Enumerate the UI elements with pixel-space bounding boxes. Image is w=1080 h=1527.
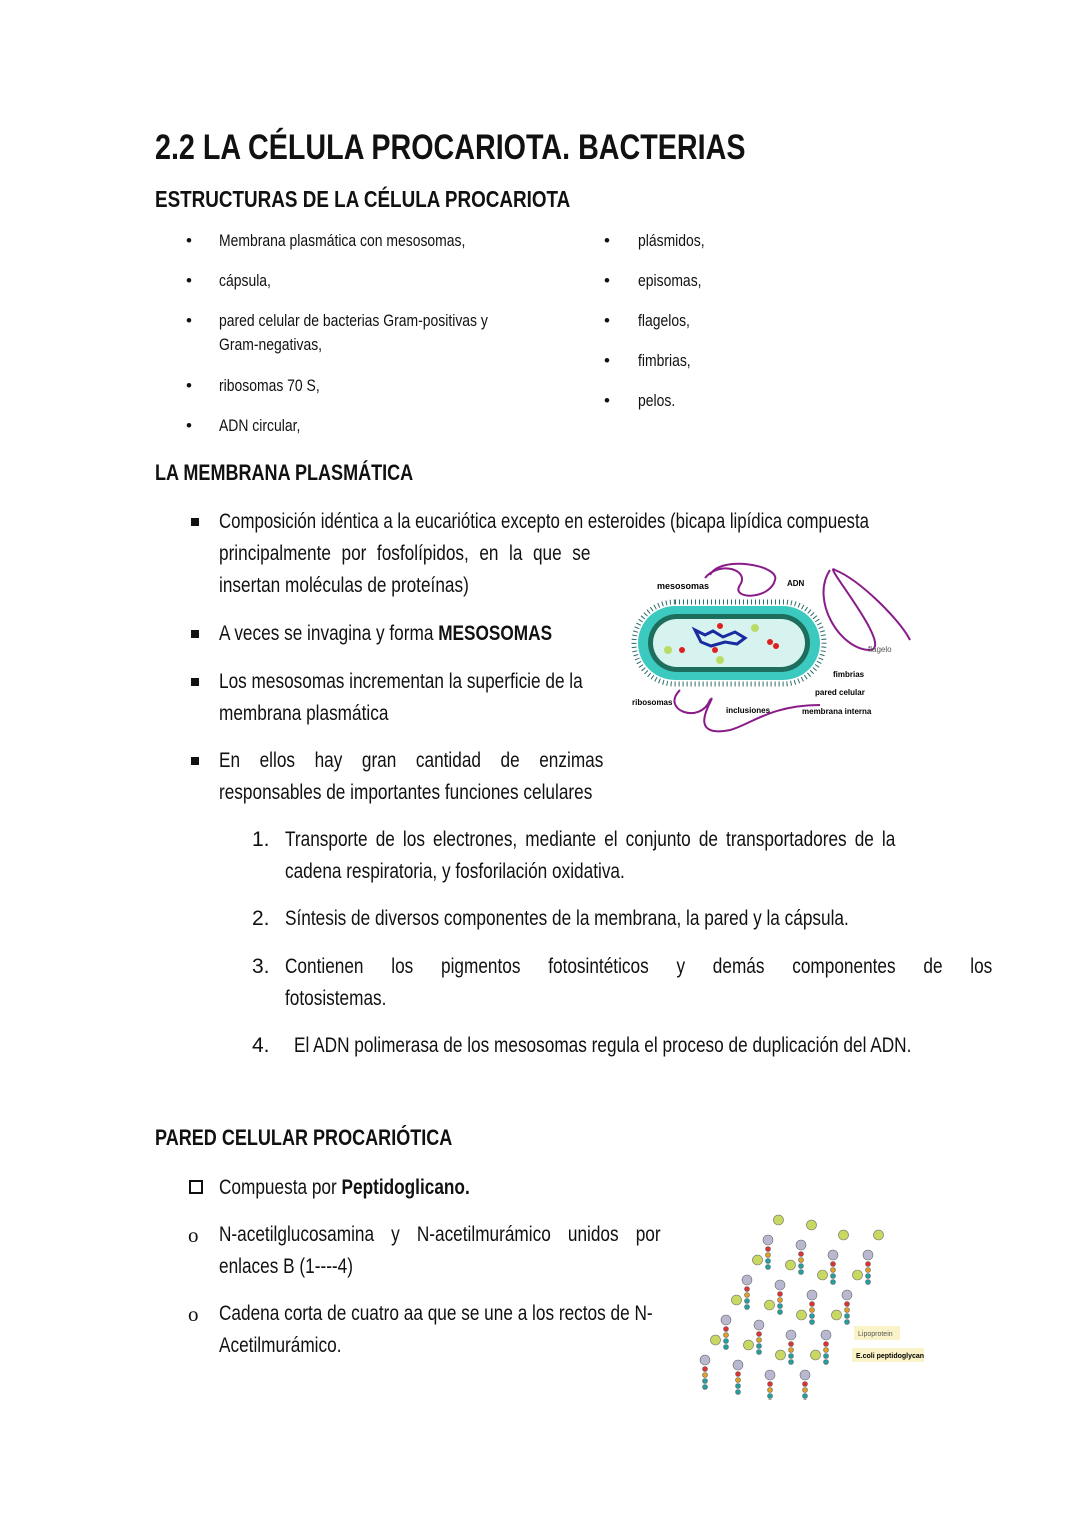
amino-acid	[778, 1298, 783, 1303]
structure-item	[638, 391, 683, 411]
amino-acid	[745, 1293, 750, 1298]
function-number: 4.	[252, 1034, 270, 1057]
nam-sugar	[796, 1240, 806, 1250]
nag-sugar	[753, 1255, 763, 1265]
amino-acid	[789, 1348, 794, 1353]
structure-item-text: pelos.	[638, 391, 676, 410]
amino-acid	[831, 1262, 836, 1267]
bullet-dot: •	[604, 311, 610, 330]
nam-sugar	[742, 1275, 752, 1285]
amino-acid	[866, 1262, 871, 1267]
amino-acid	[810, 1314, 815, 1319]
bullet-dot: •	[186, 376, 192, 395]
function-text: El ADN polimerasa de los mesosomas regula el proceso de duplicación del ADN.	[294, 1034, 912, 1057]
amino-acid	[724, 1333, 729, 1338]
amino-acid	[799, 1270, 804, 1275]
nag-sugar	[807, 1220, 817, 1230]
nag-sugar	[839, 1230, 849, 1240]
nam-sugar	[733, 1360, 743, 1370]
nam-sugar	[700, 1355, 710, 1365]
nam-sugar	[863, 1250, 873, 1260]
membrane-point-surface: Los mesosomas incrementan la superficie de la membrana plasmática	[219, 670, 583, 725]
amino-acid	[845, 1314, 850, 1319]
function-line	[285, 951, 993, 983]
function-item	[294, 1030, 934, 1062]
amino-acid	[810, 1320, 815, 1325]
function-text: cadena respiratoria, y fosforilación oxidativa.	[285, 860, 625, 883]
nag-sugar	[711, 1335, 721, 1345]
bullet-dot: •	[604, 391, 610, 410]
amino-acid	[768, 1382, 773, 1387]
amino-acid	[845, 1308, 850, 1313]
structure-item-text: flagelos,	[638, 311, 690, 330]
bullet-dot: •	[604, 231, 610, 250]
label-flagelo: flagelo	[868, 645, 892, 654]
amino-acid	[745, 1305, 750, 1310]
amino-acid	[799, 1264, 804, 1269]
nam-sugar	[800, 1370, 810, 1380]
label-lipoprotein: Lipoprotein	[858, 1331, 893, 1338]
nam-sugar	[786, 1330, 796, 1340]
structure-item-text: pared celular de bacterias Gram-positivas y	[219, 311, 488, 330]
amino-acid	[810, 1302, 815, 1307]
structure-item-text: ADN circular,	[219, 416, 301, 435]
amino-acid	[736, 1378, 741, 1383]
amino-acid	[745, 1299, 750, 1304]
bullet-dot: •	[604, 351, 610, 370]
amino-acid	[803, 1382, 808, 1387]
structure-item-text: episomas,	[638, 271, 702, 290]
amino-acid	[757, 1344, 762, 1349]
amino-acid	[703, 1367, 708, 1372]
nam-sugar	[765, 1370, 775, 1380]
function-item	[285, 903, 925, 935]
label-ribosomas: ribosomas	[632, 698, 673, 707]
wall-heading: PARED CELULAR PROCARIÓTICA	[155, 1125, 453, 1150]
function-line	[285, 903, 925, 935]
label-membrana-interna: membrana interna	[802, 707, 872, 716]
structure-item-text: plásmidos,	[638, 231, 705, 250]
nag-sugar	[744, 1340, 754, 1350]
amino-acid	[703, 1373, 708, 1378]
amino-acid	[824, 1354, 829, 1359]
nag-sugar	[874, 1230, 884, 1240]
label-mesosomas: mesosomas	[657, 581, 710, 591]
amino-acid	[831, 1268, 836, 1273]
membrane-point-enzymes: En ellos hay gran cantidad de enzimas responsables de importantes funciones celulares	[219, 749, 604, 804]
amino-acid	[724, 1339, 729, 1344]
amino-acid	[757, 1350, 762, 1355]
structure-item-text: ribosomas 70 S,	[219, 376, 320, 395]
structure-item	[638, 311, 701, 331]
square-bullet	[191, 518, 199, 526]
function-line	[294, 1030, 934, 1062]
nam-sugar	[828, 1250, 838, 1260]
amino-acid	[736, 1372, 741, 1377]
amino-acid	[724, 1345, 729, 1350]
nag-sugar	[732, 1295, 742, 1305]
amino-acid	[845, 1302, 850, 1307]
label-inclusiones: inclusiones	[726, 706, 771, 715]
membrane-heading: LA MEMBRANA PLASMÁTICA	[155, 460, 414, 485]
page-title: 2.2 LA CÉLULA PROCARIOTA. BACTERIAS	[155, 128, 746, 167]
amino-acid	[703, 1385, 708, 1390]
nam-sugar	[842, 1290, 852, 1300]
nam-sugar	[763, 1235, 773, 1245]
function-line	[285, 856, 925, 888]
bullet-dot: •	[186, 416, 192, 435]
function-number: 3.	[252, 955, 270, 978]
function-text: Síntesis de diversos componentes de la membrana, la pared y la cápsula.	[285, 907, 849, 930]
amino-acid	[766, 1265, 771, 1270]
amino-acid	[789, 1342, 794, 1347]
amino-acid	[803, 1394, 808, 1399]
flagellum	[705, 564, 775, 596]
bullet-dot: •	[186, 271, 192, 290]
structure-item-text: fimbrias,	[638, 351, 691, 370]
nag-sugar	[765, 1300, 775, 1310]
nag-sugar	[786, 1260, 796, 1270]
nam-sugar	[721, 1315, 731, 1325]
label-pared-celular: pared celular	[815, 688, 865, 697]
nag-sugar	[797, 1310, 807, 1320]
wall-point-nag-nam: N-acetilglucosamina y N-acetilmurámico unidos por enlaces B (1----4)	[219, 1223, 661, 1278]
structure-item-text: Gram-negativas,	[219, 335, 323, 354]
function-item	[285, 824, 925, 888]
peptidoglycan-diagram	[690, 1200, 930, 1400]
amino-acid	[824, 1342, 829, 1347]
amino-acid	[810, 1308, 815, 1313]
structure-item	[219, 271, 282, 291]
square-bullet	[191, 678, 199, 686]
nam-sugar	[775, 1280, 785, 1290]
function-text: Contienen los pigmentos fotosintéticos y demás componentes de los	[285, 955, 993, 978]
function-text: fotosistemas.	[285, 987, 387, 1010]
bacterium-diagram	[620, 560, 920, 740]
o-bullet: o	[188, 1223, 199, 1247]
structure-item	[219, 416, 318, 436]
amino-acid	[766, 1247, 771, 1252]
flagellum	[824, 569, 910, 650]
function-text: Transporte de los electrones, mediante el conjunto de transportadores de la	[285, 828, 896, 851]
nam-sugar	[821, 1330, 831, 1340]
amino-acid	[831, 1280, 836, 1285]
nag-sugar	[776, 1350, 786, 1360]
structure-item	[638, 231, 719, 251]
membrane-point-composition: Composición idéntica a la eucariótica excepto en esteroides (bicapa lipídica compuesta principalmente por fosfolípidos, en la que se insertan moléculas de proteínas)	[219, 510, 869, 597]
wall-point-peptide-chain: Cadena corta de cuatro aa que se une a los rectos de N- Acetilmurámico.	[219, 1302, 653, 1357]
function-item	[285, 951, 993, 1015]
amino-acid	[789, 1354, 794, 1359]
structure-item	[219, 231, 519, 251]
function-number: 1.	[252, 828, 270, 851]
amino-acid	[866, 1274, 871, 1279]
membrane-point-mesosomas: A veces se invagina y forma MESOSOMAS	[219, 622, 553, 645]
amino-acid	[831, 1274, 836, 1279]
amino-acid	[824, 1360, 829, 1365]
amino-acid	[757, 1332, 762, 1337]
structure-item	[638, 271, 715, 291]
function-line	[285, 824, 925, 856]
nag-sugar	[811, 1350, 821, 1360]
checkbox-bullet	[189, 1180, 203, 1194]
nag-sugar	[818, 1270, 828, 1280]
amino-acid	[803, 1400, 808, 1401]
amino-acid	[768, 1388, 773, 1393]
amino-acid	[866, 1268, 871, 1273]
structures-heading: ESTRUCTURAS DE LA CÉLULA PROCARIOTA	[155, 186, 571, 212]
function-number: 2.	[252, 907, 270, 930]
amino-acid	[766, 1259, 771, 1264]
amino-acid	[799, 1252, 804, 1257]
structure-item	[219, 376, 342, 396]
bullet-dot: •	[186, 231, 192, 250]
square-bullet	[191, 757, 199, 765]
function-line	[285, 983, 925, 1015]
nam-sugar	[807, 1290, 817, 1300]
amino-acid	[778, 1292, 783, 1297]
amino-acid	[803, 1388, 808, 1393]
amino-acid	[799, 1258, 804, 1263]
structure-item	[638, 351, 702, 371]
amino-acid	[703, 1379, 708, 1384]
o-bullet: o	[188, 1302, 199, 1326]
square-bullet	[191, 630, 199, 638]
amino-acid	[866, 1280, 871, 1285]
amino-acid	[736, 1384, 741, 1389]
structure-item-text: Membrana plasmática con mesosomas,	[219, 231, 466, 250]
structure-item	[219, 311, 547, 331]
amino-acid	[757, 1338, 762, 1343]
amino-acid	[778, 1310, 783, 1315]
amino-acid	[745, 1287, 750, 1292]
amino-acid	[766, 1253, 771, 1258]
amino-acid	[768, 1400, 773, 1401]
nam-sugar	[754, 1320, 764, 1330]
amino-acid	[845, 1320, 850, 1325]
nag-sugar	[774, 1215, 784, 1225]
nag-sugar	[832, 1310, 842, 1320]
structure-item	[219, 335, 345, 355]
amino-acid	[724, 1327, 729, 1332]
label-adn: ADN	[787, 579, 805, 588]
amino-acid	[768, 1394, 773, 1399]
bullet-dot: •	[186, 311, 192, 330]
bullet-dot: •	[604, 271, 610, 290]
label-fimbrias: fimbrias	[833, 670, 865, 679]
label-ecoli-peptidoglycan: E.coli peptidoglycan	[856, 1353, 925, 1360]
structure-item-text: cápsula,	[219, 271, 271, 290]
nag-sugar	[853, 1270, 863, 1280]
amino-acid	[824, 1348, 829, 1353]
amino-acid	[789, 1360, 794, 1365]
amino-acid	[778, 1304, 783, 1309]
amino-acid	[736, 1390, 741, 1395]
wall-point-peptidoglycan: Compuesta por Peptidoglicano.	[219, 1176, 470, 1199]
